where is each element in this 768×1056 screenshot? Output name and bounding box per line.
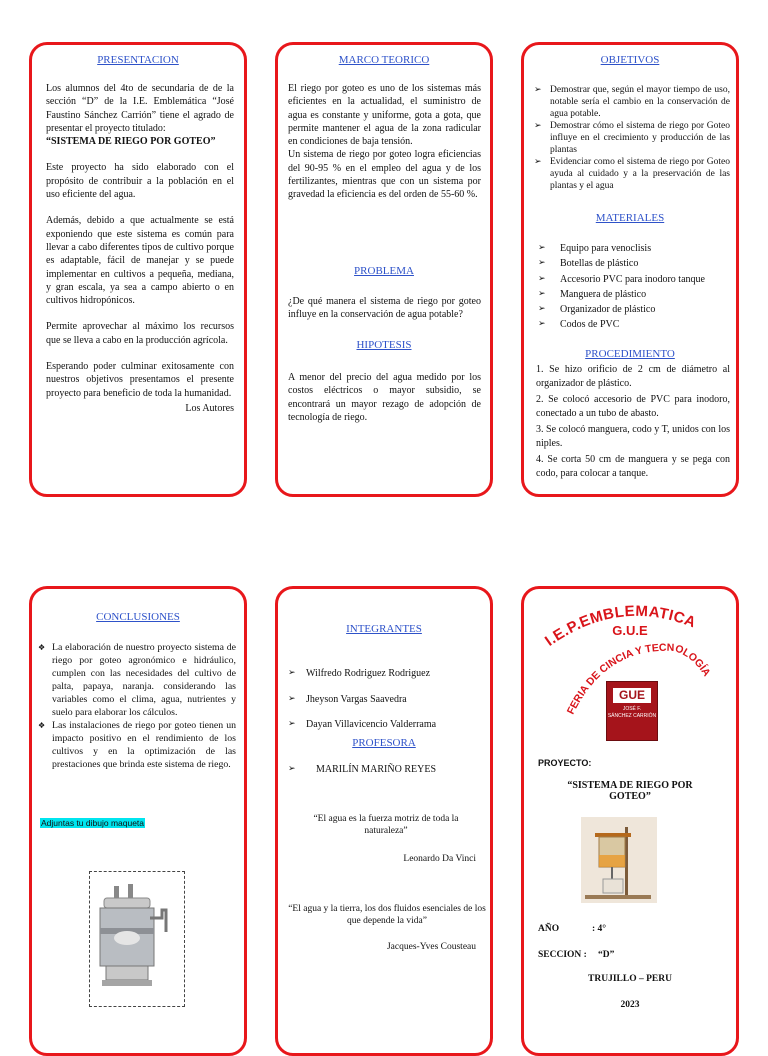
list-item: 1. Se hizo orificio de 2 cm de diámetro al organizador de plástico. — [536, 364, 730, 389]
list-item: ➢ Organizador de plástico — [538, 302, 728, 317]
list-item: 4. Se corta 50 cm de manguera y se pega con codo, para colocar a tanque. — [536, 454, 730, 479]
objetivos-list — [534, 84, 730, 192]
list-item: ➢ Codos de PVC — [538, 317, 728, 332]
list-item: ➢ Wilfredo Rodriguez Rodriguez — [288, 661, 484, 687]
seccion-value: “D” — [598, 950, 615, 960]
presentacion-p3: Además, debido a que actualmente se está exponiendo que este sistema es común para llevar a cabo diferentes tipos de cultivo porque es adaptable, fácil de manejar y se puede implementar en cultivos a pequeña, mediana, y gran escala, ya sea a campo abierto o en cultivos hidropónicos. — [46, 215, 234, 307]
cover-city: TRUJILLO – PERU — [588, 974, 672, 984]
list-item: ➢ Dayan Villavicencio Valderrama — [288, 712, 484, 738]
presentacion-p5: Esperando poder culminar exitosamente con nuestros objetivos presentamos el presente proyecto para beneficio de toda la humanidad. — [46, 361, 234, 399]
drip-system-photo — [581, 817, 657, 903]
presentacion-project-title: “SISTEMA DE RIEGO POR GOTEO” — [46, 136, 216, 148]
materiales-list — [538, 241, 728, 333]
list-item: 2. Se colocó accesorio de PVC para inodoro, conectado a un tubo de abasto. — [536, 394, 730, 419]
presentacion-signature: Los Autores — [185, 402, 234, 414]
anio-value: : 4° — [592, 924, 607, 934]
profesora-name: ➢ MARILÍN MARIÑO REYES — [288, 763, 484, 776]
list-item: ➢ Accesorio PVC para inodoro tanque — [538, 272, 728, 287]
profesora-heading: PROFESORA — [352, 737, 416, 749]
list-item: ➢ Botellas de plástico — [538, 256, 728, 271]
quote-1-author: Leonardo Da Vinci — [403, 854, 476, 864]
list-item: ➢ Jheyson Vargas Saavedra — [288, 687, 484, 713]
list-item: ❖ La elaboración de nuestro proyecto sistema de riego por goteo agronómico e hidráulico, cumplen con las necesidades del cultivo de palta, papaya, naranja. considerando las variables como el clima, agua, nutrientes y suelo para elaborar los cálculos. — [38, 641, 236, 719]
maqueta-image-frame — [89, 871, 185, 1007]
quote-1: “El agua es la fuerza motriz de toda la naturaleza” — [313, 814, 459, 836]
logo-gue-text: GUE — [613, 688, 651, 703]
anio-label: AÑO — [538, 924, 560, 934]
problema-text: ¿De qué manera el sistema de riego por goteo influye en la conservación de agua potable? — [288, 296, 481, 321]
proyecto-label: PROYECTO: — [538, 758, 592, 768]
list-item: ➢ Demostrar que, según el mayor tiempo de uso, notable sería el cambio en la conservación de agua potable. — [534, 84, 730, 120]
panel-objetivos — [521, 42, 739, 497]
presentacion-p4: Permite aprovechar al máximo los recursos que se lleva a cabo en la producción agrícola. — [46, 321, 234, 346]
presentacion-p1: Los alumnos del 4to de secundaria de de la sección “D” de la I.E. Emblemática “José Faustino Sánchez Carrión” tiene el agrado de presentar el proyecto titulado: — [46, 83, 234, 134]
list-item: ❖ Las instalaciones de riego por goteo tienen un impacto positivo en el rendimiento de los cultivos y en la optimización de las prestaciones que brinda este sistema de riego. — [38, 719, 236, 771]
marco-p1: El riego por goteo es uno de los sistemas más eficientes en la actualidad, el suministro de agua es constante y uniforme, gota a gota, que permite mantener el agua de la zona radicular en condiciones de baja tensión. — [288, 83, 481, 148]
presentacion-p2: Este proyecto ha sido elaborado con el propósito de contribuir a la población en el uso eficiente del agua. — [46, 162, 234, 201]
conclusiones-heading: CONCLUSIONES — [96, 611, 180, 623]
water-filter-image — [90, 872, 184, 1006]
list-item: 3. Se colocó manguera, codo y T, unidos con los niples. — [536, 424, 730, 449]
conclusiones-list — [38, 641, 236, 771]
objetivos-heading: OBJETIVOS — [600, 54, 660, 66]
materiales-heading: MATERIALES — [595, 212, 665, 224]
hipotesis-heading: HIPOTESIS — [356, 339, 412, 351]
presentacion-heading: PRESENTACION — [97, 54, 179, 66]
integrantes-heading: INTEGRANTES — [346, 623, 422, 635]
cover-gue: G.U.E — [612, 623, 648, 638]
school-logo — [606, 681, 658, 741]
logo-line-2: SÁNCHEZ CARRIÓN — [607, 713, 657, 719]
cover-feria: FERIA DE CINCIA Y TECNOLOGÍA — [564, 641, 713, 717]
panel-marco — [275, 42, 493, 497]
panel-integrantes — [275, 586, 493, 1056]
cover-school-name: I.E.P.EMBLEMATICA — [541, 602, 699, 650]
cover-year: 2023 — [620, 1000, 640, 1010]
panel-conclusiones — [29, 586, 247, 1056]
list-item: ➢ Demostrar cómo el sistema de riego por Goteo influye en el crecimiento y producción de las plantas — [534, 120, 730, 156]
cover-project-title: “SISTEMA DE RIEGO POR GOTEO” — [567, 780, 693, 802]
hipotesis-text: A menor del precio del agua medido por los costos eléctricos o mayor subsidio, se encontrará un mayor rezago de adopción de tecnología de riego. — [288, 372, 481, 423]
marco-heading: MARCO TEORICO — [338, 54, 430, 66]
procedimiento-heading: PROCEDIMIENTO — [585, 348, 675, 360]
list-item: ➢ Evidenciar como el sistema de riego por Goteo ayuda al cuidado y a la preservación de las plantas y el agua — [534, 156, 730, 192]
list-item: ➢ Equipo para venoclisis — [538, 241, 728, 256]
marco-p2: Un sistema de riego por goteo logra eficiencias del 90-95 % en el empleo del agua y de los fertilizantes, mientras que con un sistema por gravedad la eficiencia es del orden de 55-60 %. — [288, 149, 481, 201]
integrantes-list — [288, 661, 484, 738]
quote-2: “El agua y la tierra, los dos fluidos esenciales de los que depende la vida” — [288, 904, 486, 926]
seccion-label: SECCION : — [538, 950, 587, 960]
maqueta-note: Adjuntas tu dibujo maqueta — [41, 818, 145, 828]
procedimiento-list — [536, 363, 730, 480]
list-item: ➢ Manguera de plástico — [538, 287, 728, 302]
quote-2-author: Jacques-Yves Cousteau — [386, 942, 476, 952]
panel-cover — [521, 586, 739, 1056]
panel-presentacion — [29, 42, 247, 497]
logo-line-1: JOSÉ F. — [622, 706, 642, 712]
problema-heading: PROBLEMA — [354, 265, 414, 277]
